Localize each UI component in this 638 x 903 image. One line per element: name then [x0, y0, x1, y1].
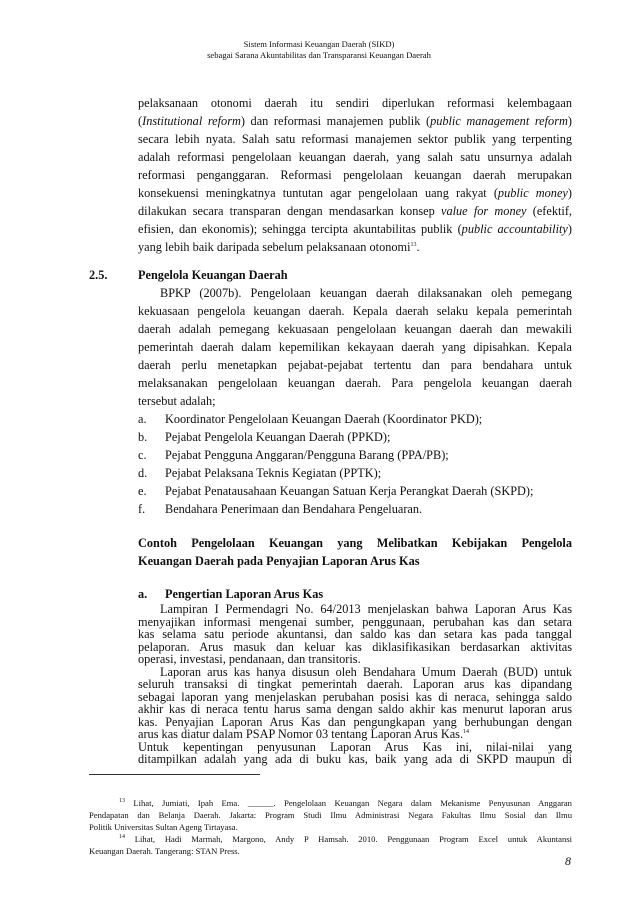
list-item-a: Koordinator Pengelolaan Keuangan Daerah (Koordinator PKD); [165, 412, 483, 426]
section-line6: melaksanakan pengelolaan keuangan daerah. Para pengelola keuangan daerah [138, 376, 572, 390]
list-letter-a: a. [138, 412, 147, 426]
para1-line5: reformasi penganggaran. Reformasi pengelolaan keuangan daerah merupakan [138, 168, 572, 182]
example-line4: pelaporan. Arus masuk dan keluar kas diklasifikasikan berdasarkan aktivitas [138, 639, 572, 654]
section-line1: BPKP (2007b). Pengelolaan keuangan daerah dilaksanakan oleh pemegang [160, 286, 572, 300]
list-item-e: Pejabat Penatausahaan Keuangan Satuan Kerja Perangkat Daerah (SKPD); [165, 484, 534, 498]
para1-line6: konsekuensi meningkatnya tuntutan agar pengelolaan uang rakyat (public money) [138, 186, 572, 200]
footnote-13-line1: $^{13}$ Lihat, Jumiati, Ipah Ema. ______. Pengelolaan Keuangan Negara dalam Mekanisme Penyusunan Anggaran [119, 798, 572, 808]
example-line7: seluruh transaksi di tingkat pemerintah daerah. Laporan arus kas dipandang [138, 677, 572, 691]
example-line1: Lampiran I Permendagri No. 64/2013 menjelaskan bahwa Laporan Arus Kas [160, 602, 572, 616]
running-header-line1: Sistem Informasi Keuangan Daerah (SIKD) [243, 39, 395, 49]
footnote-separator [89, 774, 260, 775]
section-title: Pengelola Keuangan Daerah [138, 268, 288, 282]
page-number: 8 [565, 854, 571, 868]
example-title-line2: Keuangan Daerah pada Penyajian Laporan Arus Kas [138, 554, 420, 568]
para1-line3: secara lebih nyata. Salah satu reformasi manajemen sektor publik yang terpenting [138, 132, 572, 146]
list-item-b: Pejabat Pengelola Keuangan Daerah (PPKD); [165, 430, 391, 444]
running-header-line2: sebagai Sarana Akuntabilitas dan Transparansi Keuangan Daerah [207, 50, 431, 60]
para1-line1: pelaksanaan otonomi daerah itu sendiri diperlukan reformasi kelembagaan [138, 96, 572, 110]
footnote-ref-13: 13 [410, 241, 417, 248]
para1-line4: adalah reformasi pengelolaan keuangan daerah, yang salah satu unsurnya adalah [138, 150, 572, 164]
example-line9: akhir kas di neraca tentu harus sama dengan saldo akhir kas menurut laporan arus [138, 702, 572, 716]
subsection-title: Pengertian Laporan Arus Kas [165, 587, 324, 601]
para1-line9: yang lebih baik daripada sebelum pelaksanaan otonomi$^{13}$. [138, 240, 420, 254]
example-line10: kas. Penyajian Laporan Arus Kas dan pengungkapan yang berhubungan dengan [138, 714, 572, 729]
para1-line8: efisien, dan ekonomis); sehingga tercipta akuntabilitas publik (public accountability) [138, 222, 572, 236]
example-line6: Laporan arus kas hanya disusun oleh Bendahara Umum Daerah (BUD) untuk [160, 664, 572, 679]
footnote-ref-14: 14 [463, 728, 470, 735]
example-line11: arus kas diatur dalam PSAP Nomor 03 tentang Laporan Arus Kas.$^{14}$ [138, 727, 470, 741]
list-letter-f: f. [138, 502, 146, 516]
list-letter-b: b. [138, 430, 148, 444]
para1-line7: dilakukan secara transparan dengan mendasarkan konsep value for money (efektif, [138, 204, 572, 218]
section-line2: kekuasaan pengelola keuangan daerah. Kepala daerah selaku kepala pemerintah [138, 304, 572, 318]
section-number: 2.5. [89, 268, 108, 282]
footnote-14-line2: Keuangan Daerah. Tangerang: STAN Press. [89, 846, 240, 856]
footnote-14-line1: $^{14}$ Lihat, Hadi Marmah, Margono, Andy P Hamsah. 2010. Penggunaan Program Excel untuk Akuntansi [119, 834, 572, 844]
example-line13: ditampilkan adalah yang ada di buku kas, baik yang ada di SKPD maupun di [138, 752, 572, 766]
list-letter-c: c. [138, 448, 147, 462]
example-line8: sebagai laporan yang menjelaskan perubahan posisi kas di neraca, sehingga saldo [138, 689, 572, 704]
para1-line2: (Institutional reform) dan reformasi manajemen publik (public management reform) [138, 114, 572, 128]
footnote-13-number: 13 [119, 798, 125, 805]
section-line7: tersebut adalah; [138, 394, 216, 408]
footnote-13-line2: Pendapatan dan Belanja Daerah. Jakarta: Program Studi Ilmu Administrasi Negara Fakultas Ilmu Sosial dan Ilmu [89, 810, 572, 820]
list-item-f: Bendahara Penerimaan dan Bendahara Pengeluaran. [165, 502, 423, 516]
list-letter-e: e. [138, 484, 147, 498]
subsection-letter: a. [138, 587, 148, 601]
example-line5: operasi, investasi, pendanaan, dan transitoris. [138, 652, 361, 666]
section-line3: daerah adalah pemegang kekuasaan pengelolaan keuangan daerah dan mewakili [138, 322, 572, 336]
example-line3: kas selama satu periode akuntansi, dan saldo kas dan setara kas pada tanggal [138, 627, 572, 641]
list-item-c: Pejabat Pengguna Anggaran/Pengguna Barang (PPA/PB); [165, 448, 449, 462]
list-letter-d: d. [138, 466, 148, 480]
example-title-line1: Contoh Pengelolaan Keuangan yang Melibatkan Kebijakan Pengelola [138, 536, 572, 550]
example-line2: menyajikan informasi mengenai sumber, penggunaan, perubahan kas dan setara [138, 614, 572, 629]
footnote-13-line3: Politik Universitas Sultan Ageng Tirtayasa. [89, 822, 238, 832]
example-line12: Untuk kepentingan penyusunan Laporan Arus Kas ini, nilai-nilai yang [138, 739, 572, 754]
section-line5: daerah perlu menetapkan pejabat-pejabat tertentu dan para bendahara untuk [138, 358, 572, 372]
footnote-14-number: 14 [119, 834, 125, 841]
list-item-d: Pejabat Pelaksana Teknis Kegiatan (PPTK); [165, 466, 382, 480]
section-line4: pemerintah daerah dalam kepemilikan kekayaan daerah yang dipisahkan. Kepala [138, 340, 572, 354]
